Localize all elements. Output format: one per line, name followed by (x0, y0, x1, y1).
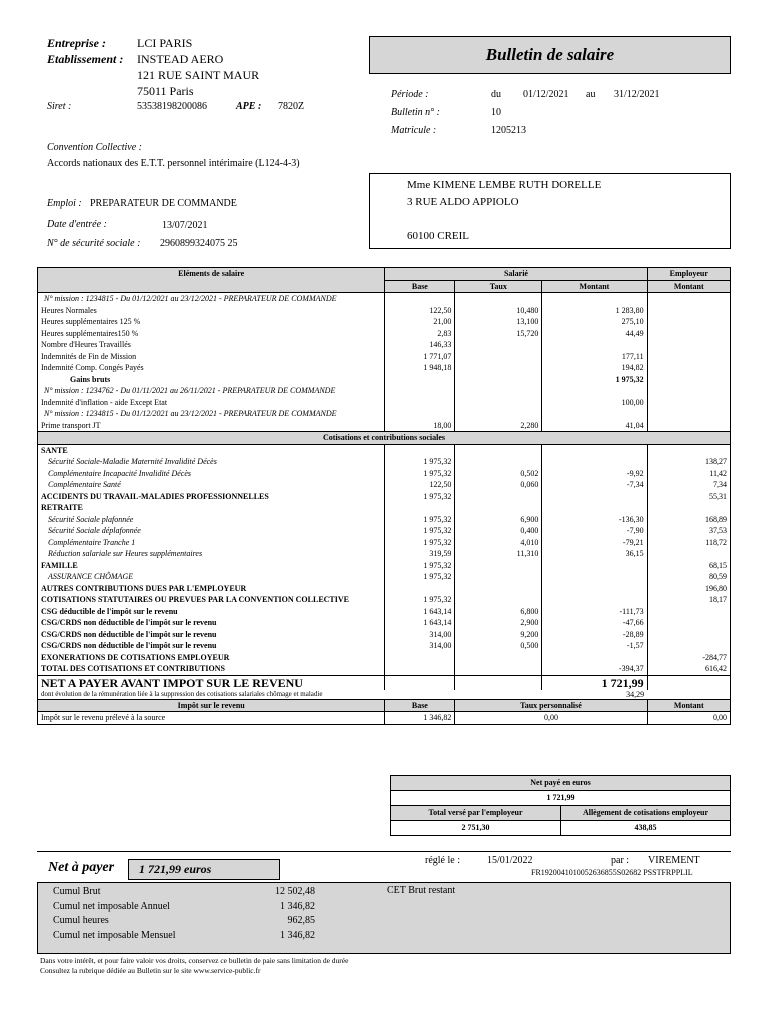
table-row (38, 514, 731, 526)
cell-base (385, 652, 455, 664)
cell-montant: 275,10 (542, 316, 647, 328)
cumul-row (53, 929, 315, 944)
cell-emp (647, 420, 730, 432)
table-row (38, 502, 731, 514)
cumul-label: Cumul net imposable Annuel (53, 900, 170, 912)
cell-montant: -111,73 (542, 606, 647, 618)
cell-label: Prime transport JT (41, 420, 101, 430)
cell-label: Indemnité Comp. Congés Payés (41, 363, 144, 372)
cell-base: 1 975,32 (385, 456, 455, 468)
table-row (38, 606, 731, 618)
cell-label: Sécurité Sociale déplafonnée (48, 526, 141, 535)
cell-montant (542, 408, 647, 420)
cell-montant (542, 339, 647, 351)
cell-label: Complémentaire Incapacité Invalidité Décès (48, 468, 191, 478)
cell-emp (647, 293, 730, 305)
cell-montant (542, 385, 647, 397)
emploi-value: PREPARATEUR DE COMMANDE (90, 198, 237, 209)
cell-taux: 2,900 (455, 617, 542, 629)
table-row (38, 548, 731, 560)
cell-label: CSG déductible de l'impôt sur le revenu (41, 606, 178, 616)
cell-emp: 18,17 (647, 594, 730, 606)
etablissement-label: Etablissement : (47, 52, 124, 66)
table-row (38, 362, 731, 374)
cell-emp (647, 606, 730, 618)
cell-emp (647, 548, 730, 560)
cell-montant: -7,90 (542, 525, 647, 537)
cell-taux (455, 560, 542, 572)
cell-montant: 194,82 (542, 362, 647, 374)
net-a-payer-box (128, 859, 280, 880)
footer-divider (37, 851, 731, 852)
emploi-label: Emploi : (47, 198, 82, 209)
cell-emp: 37,53 (647, 525, 730, 537)
etablissement-name: INSTEAD AERO (137, 52, 224, 66)
impot-header: Impôt sur le revenu (38, 699, 385, 712)
cell-emp: 138,27 (647, 456, 730, 468)
cell-label: Indemnités de Fin de Mission (41, 351, 137, 361)
cell-montant (542, 491, 647, 503)
address-line2: 75011 Paris (137, 84, 194, 98)
cell-base: 1 948,18 (385, 362, 455, 374)
employee-street: 3 RUE ALDO APPIOLO (407, 196, 519, 208)
cell-taux: 4,010 (455, 537, 542, 549)
cell-base (385, 397, 455, 409)
cell-taux (455, 491, 542, 503)
cell-base: 314,00 (385, 629, 455, 641)
cumuls-list (53, 885, 315, 943)
cell-emp (647, 385, 730, 397)
cell-montant (542, 652, 647, 664)
cell-base: 1 975,32 (385, 537, 455, 549)
cell-taux (455, 385, 542, 397)
impot-base-header: Base (385, 699, 455, 712)
cell-base: 122,50 (385, 305, 455, 317)
cell-montant: -1,57 (542, 640, 647, 652)
cell-emp (647, 617, 730, 629)
cell-taux (455, 456, 542, 468)
ape-value: 7820Z (278, 101, 305, 112)
cell-base: 2,83 (385, 328, 455, 340)
table-row (38, 456, 731, 468)
bulletin-number: 10 (491, 107, 501, 118)
cumul-label: Cumul Brut (53, 886, 101, 897)
table-row (38, 629, 731, 641)
table-row (38, 305, 731, 317)
page-title: Bulletin de salaire (485, 45, 615, 64)
cell-label: CSG/CRDS non déductible de l'impôt sur le revenu (41, 618, 217, 627)
cell-montant (542, 456, 647, 468)
cell-label: Heures supplémentaires150 % (41, 328, 139, 338)
table-row (38, 316, 731, 328)
cumul-label: Cumul heures (53, 915, 109, 926)
cell-label: SANTE (41, 445, 68, 455)
cell-montant: 36,15 (542, 548, 647, 560)
evolution-value: 34,29 (626, 689, 645, 699)
cell-base (385, 444, 455, 456)
cell-taux (455, 583, 542, 595)
periode-to: 31/12/2021 (614, 89, 660, 100)
table-row (38, 525, 731, 537)
cell-base: 319,59 (385, 548, 455, 560)
cell-label: FAMILLE (41, 560, 78, 570)
net-avant-impot-value: 1 721,99 (542, 675, 647, 690)
payment-mode: VIREMENT (648, 855, 700, 866)
table-row (38, 663, 731, 675)
notice-line2: Consultez la rubrique dédiée au Bulletin sur le site www.service-public.fr (40, 966, 261, 975)
cell-taux (455, 397, 542, 409)
cell-emp (647, 374, 730, 386)
cell-taux (455, 502, 542, 514)
cell-taux: 13,100 (455, 316, 542, 328)
matricule-label: Matricule : (391, 125, 437, 136)
cell-base: 122,50 (385, 479, 455, 491)
du-label: du (491, 89, 501, 100)
cell-base: 1 643,14 (385, 617, 455, 629)
cell-label: COTISATIONS STATUTAIRES OU PREVUES PAR LA CONVENTION COLLECTIVE (41, 595, 349, 604)
table-row (38, 339, 731, 351)
notice-line1: Dans votre intérêt, et pour faire valoir vos droits, conservez ce bulletin de paie sans limitation de durée (40, 956, 349, 965)
table-row (38, 537, 731, 549)
evolution-label: dont évolution de la rémunération liée à la suppression des cotisations salariales chômage et maladie (41, 689, 323, 698)
cell-emp (647, 362, 730, 374)
gains-section (38, 293, 731, 432)
table-row (38, 491, 731, 503)
cell-taux: 0,400 (455, 525, 542, 537)
cell-emp (647, 328, 730, 340)
cell-montant: -136,30 (542, 514, 647, 526)
cell-emp: -284,77 (647, 652, 730, 664)
cumul-row (53, 914, 315, 929)
cet-label: CET Brut restant (387, 885, 456, 896)
net-a-payer-label: Net à payer (48, 860, 115, 875)
cumul-value: 1 346,82 (280, 900, 315, 912)
cell-emp: 11,42 (647, 468, 730, 480)
cumul-row (53, 900, 315, 915)
cell-emp: 7,34 (647, 479, 730, 491)
date-entree-value: 13/07/2021 (162, 220, 208, 231)
cell-taux (455, 362, 542, 374)
cell-montant: 1 283,80 (542, 305, 647, 317)
cell-label: Heures Normales (41, 305, 97, 315)
cell-base (385, 502, 455, 514)
table-row (38, 444, 731, 456)
table-row (38, 479, 731, 491)
regle-label: réglé le : (425, 855, 460, 866)
table-row (38, 374, 731, 386)
table-row (38, 293, 731, 305)
cell-montant (542, 444, 647, 456)
impot-label: Impôt sur le revenu prélevé à la source (38, 712, 385, 725)
impot-montant-header: Montant (647, 699, 730, 712)
iban: FR1920041010052636855S02682 PSSTFRPPLIL (531, 868, 693, 877)
table-row (38, 571, 731, 583)
cell-montant: -9,92 (542, 468, 647, 480)
cell-label: RETRAITE (41, 503, 83, 512)
cell-montant: -394,37 (542, 663, 647, 675)
total-verse-value: 2 751,30 (391, 821, 561, 836)
cell-emp (647, 305, 730, 317)
cell-taux: 2,280 (455, 420, 542, 432)
employee-name: Mme KIMENE LEMBE RUTH DORELLE (407, 179, 602, 191)
cell-emp: 196,80 (647, 583, 730, 595)
cell-label: Complémentaire Tranche 1 (48, 537, 136, 547)
header-taux: Taux (455, 280, 542, 293)
cell-taux (455, 374, 542, 386)
cell-label: ACCIDENTS DU TRAVAIL-MALADIES PROFESSIONNELLES (41, 491, 269, 501)
cumul-row (53, 885, 315, 900)
cell-taux (455, 351, 542, 363)
cell-emp: 55,31 (647, 491, 730, 503)
convention-label: Convention Collective : (47, 142, 142, 153)
table-row (38, 351, 731, 363)
cell-montant: 177,11 (542, 351, 647, 363)
cell-emp (647, 629, 730, 641)
cell-taux: 6,900 (455, 514, 542, 526)
table-row (38, 328, 731, 340)
matricule-value: 1205213 (491, 125, 526, 136)
cell-emp: 68,15 (647, 560, 730, 572)
cell-montant: -79,21 (542, 537, 647, 549)
table-row (38, 560, 731, 572)
cell-emp: 616,42 (647, 663, 730, 675)
table-row (38, 385, 731, 397)
au-label: au (586, 89, 596, 100)
cell-base: 21,00 (385, 316, 455, 328)
cell-emp (647, 502, 730, 514)
periode-from: 01/12/2021 (523, 89, 569, 100)
cell-emp (647, 351, 730, 363)
table-row (38, 397, 731, 409)
table-row (38, 617, 731, 629)
cell-base (385, 663, 455, 675)
bulletin-label: Bulletin n° : (391, 107, 440, 118)
periode-label: Période : (391, 89, 429, 100)
cell-montant (542, 560, 647, 572)
cotisations-section-header: Cotisations et contributions sociales (38, 432, 731, 445)
cell-label: AUTRES CONTRIBUTIONS DUES PAR L'EMPLOYEUR (41, 583, 247, 593)
ape-label: APE : (236, 101, 262, 112)
cell-label: Complémentaire Santé (48, 480, 121, 489)
cell-label: Sécurité Sociale plafonnée (48, 514, 134, 524)
table-row (38, 594, 731, 606)
header-montant-employeur: Montant (647, 280, 730, 293)
cell-taux (455, 408, 542, 420)
cell-label: CSG/CRDS non déductible de l'impôt sur le revenu (41, 629, 217, 639)
cell-label: ASSURANCE CHÔMAGE (48, 572, 134, 581)
cell-base: 314,00 (385, 640, 455, 652)
entreprise-name: LCI PARIS (137, 36, 193, 50)
cell-montant: 1 975,32 (542, 374, 647, 386)
cell-base: 1 975,32 (385, 525, 455, 537)
cell-base: 1 975,32 (385, 594, 455, 606)
cell-taux (455, 339, 542, 351)
header-base: Base (385, 280, 455, 293)
impot-montant: 0,00 (647, 712, 730, 725)
cell-label: N° mission : 1234815 - Du 01/12/2021 au 23/12/2021 - PREPARATEUR DE COMMANDE (44, 409, 337, 418)
siret-label: Siret : (47, 101, 72, 112)
cell-label: Indemnité d'inflation - aide Except Etat (41, 397, 168, 407)
header-salarie: Salarié (385, 268, 647, 281)
cell-taux (455, 594, 542, 606)
net-paye-label: Net payé en euros (391, 776, 731, 791)
cell-taux (455, 571, 542, 583)
net-a-payer-value: 1 721,99 euros (139, 862, 212, 876)
cell-emp: 80,59 (647, 571, 730, 583)
table-row (38, 652, 731, 664)
cell-montant (542, 583, 647, 595)
cell-taux: 0,060 (455, 479, 542, 491)
address-line1: 121 RUE SAINT MAUR (137, 68, 260, 82)
cell-base: 1 975,32 (385, 560, 455, 572)
entreprise-label: Entreprise : (47, 36, 107, 50)
impot-base: 1 346,82 (385, 712, 455, 725)
table-row (38, 468, 731, 480)
cell-base (385, 583, 455, 595)
cell-montant (542, 571, 647, 583)
secu-value: 2960899324075 25 (160, 238, 238, 249)
cell-label: EXONERATIONS DE COTISATIONS EMPLOYEUR (41, 652, 230, 662)
cell-base: 1 975,32 (385, 468, 455, 480)
cumul-label: Cumul net imposable Mensuel (53, 929, 176, 941)
cell-base: 18,00 (385, 420, 455, 432)
summary-box (390, 775, 731, 836)
cell-emp (647, 339, 730, 351)
net-paye-value: 1 721,99 (391, 791, 731, 806)
secu-label: N° de sécurité sociale : (47, 238, 141, 249)
cell-taux: 6,800 (455, 606, 542, 618)
date-entree-label: Date d'entrée : (47, 219, 107, 230)
table-row (38, 583, 731, 595)
cell-label: Heures supplémentaires 125 % (41, 317, 141, 326)
cell-taux (455, 663, 542, 675)
cell-label: N° mission : 1234762 - Du 01/11/2021 au 26/11/2021 - PREPARATEUR DE COMMANDE (44, 386, 336, 395)
cell-label: Gains bruts (70, 374, 111, 384)
cell-emp (647, 316, 730, 328)
cumuls-box (37, 882, 731, 954)
cell-montant: 41,04 (542, 420, 647, 432)
cell-taux: 0,502 (455, 468, 542, 480)
cell-montant: 44,49 (542, 328, 647, 340)
cell-label: CSG/CRDS non déductible de l'impôt sur le revenu (41, 641, 217, 650)
cell-montant (542, 594, 647, 606)
cell-montant: -28,89 (542, 629, 647, 641)
cell-taux: 0,500 (455, 640, 542, 652)
cell-emp (647, 444, 730, 456)
regle-date: 15/01/2022 (487, 855, 533, 866)
cell-base: 146,33 (385, 339, 455, 351)
impot-taux: 0,00 (455, 712, 647, 725)
cell-montant: -7,34 (542, 479, 647, 491)
cell-taux: 10,480 (455, 305, 542, 317)
convention-value: Accords nationaux des E.T.T. personnel intérimaire (L124-4-3) (47, 158, 300, 169)
header-montant: Montant (542, 280, 647, 293)
employee-city: 60100 CREIL (407, 230, 470, 242)
cumul-value: 1 346,82 (280, 929, 315, 941)
cell-base: 1 975,32 (385, 491, 455, 503)
cell-emp (647, 408, 730, 420)
cell-label: N° mission : 1234815 - Du 01/12/2021 au 23/12/2021 - PREPARATEUR DE COMMANDE (44, 294, 337, 303)
cell-label: Nombre d'Heures Travaillés (41, 340, 131, 349)
cell-base: 1 771,07 (385, 351, 455, 363)
table-row (38, 640, 731, 652)
cell-emp: 168,89 (647, 514, 730, 526)
cell-label: Sécurité Sociale-Maladie Maternité Invalidité Décès (48, 457, 217, 466)
cell-taux (455, 293, 542, 305)
employee-address-box (369, 173, 731, 249)
cell-taux: 9,200 (455, 629, 542, 641)
table-row (38, 408, 731, 420)
cell-base (385, 374, 455, 386)
cell-taux (455, 652, 542, 664)
cell-taux: 11,310 (455, 548, 542, 560)
cell-taux: 15,720 (455, 328, 542, 340)
cell-emp: 118,72 (647, 537, 730, 549)
cell-montant (542, 502, 647, 514)
cell-base: 1 975,32 (385, 571, 455, 583)
cumul-value: 12 502,48 (275, 886, 315, 897)
impot-taux-header: Taux personnalisé (455, 699, 647, 712)
cell-base: 1 643,14 (385, 606, 455, 618)
net-avant-impot-label: NET A PAYER AVANT IMPOT SUR LE REVENU (41, 675, 303, 690)
total-verse-label: Total versé par l'employeur (391, 806, 561, 821)
par-label: par : (611, 855, 630, 866)
cell-emp (647, 397, 730, 409)
cell-taux (455, 444, 542, 456)
cell-label: TOTAL DES COTISATIONS ET CONTRIBUTIONS (41, 664, 225, 673)
allegement-label: Allègement de cotisations employeur (561, 806, 731, 821)
title-box (369, 36, 731, 74)
cell-montant (542, 293, 647, 305)
header-employeur: Employeur (647, 268, 730, 281)
table-row (38, 420, 731, 432)
cell-montant: 100,00 (542, 397, 647, 409)
cumul-value: 962,85 (287, 915, 315, 926)
cell-montant: -47,66 (542, 617, 647, 629)
allegement-value: 438,85 (561, 821, 731, 836)
cell-emp (647, 640, 730, 652)
siret-value: 53538198200086 (137, 101, 207, 112)
cotisations-section (38, 444, 731, 675)
cell-label: Réduction salariale sur Heures supplémentaires (48, 549, 203, 558)
payslip-table (37, 267, 731, 725)
cell-base (385, 385, 455, 397)
header-elements: Eléments de salaire (38, 268, 385, 293)
cell-base (385, 293, 455, 305)
cell-base: 1 975,32 (385, 514, 455, 526)
cell-base (385, 408, 455, 420)
